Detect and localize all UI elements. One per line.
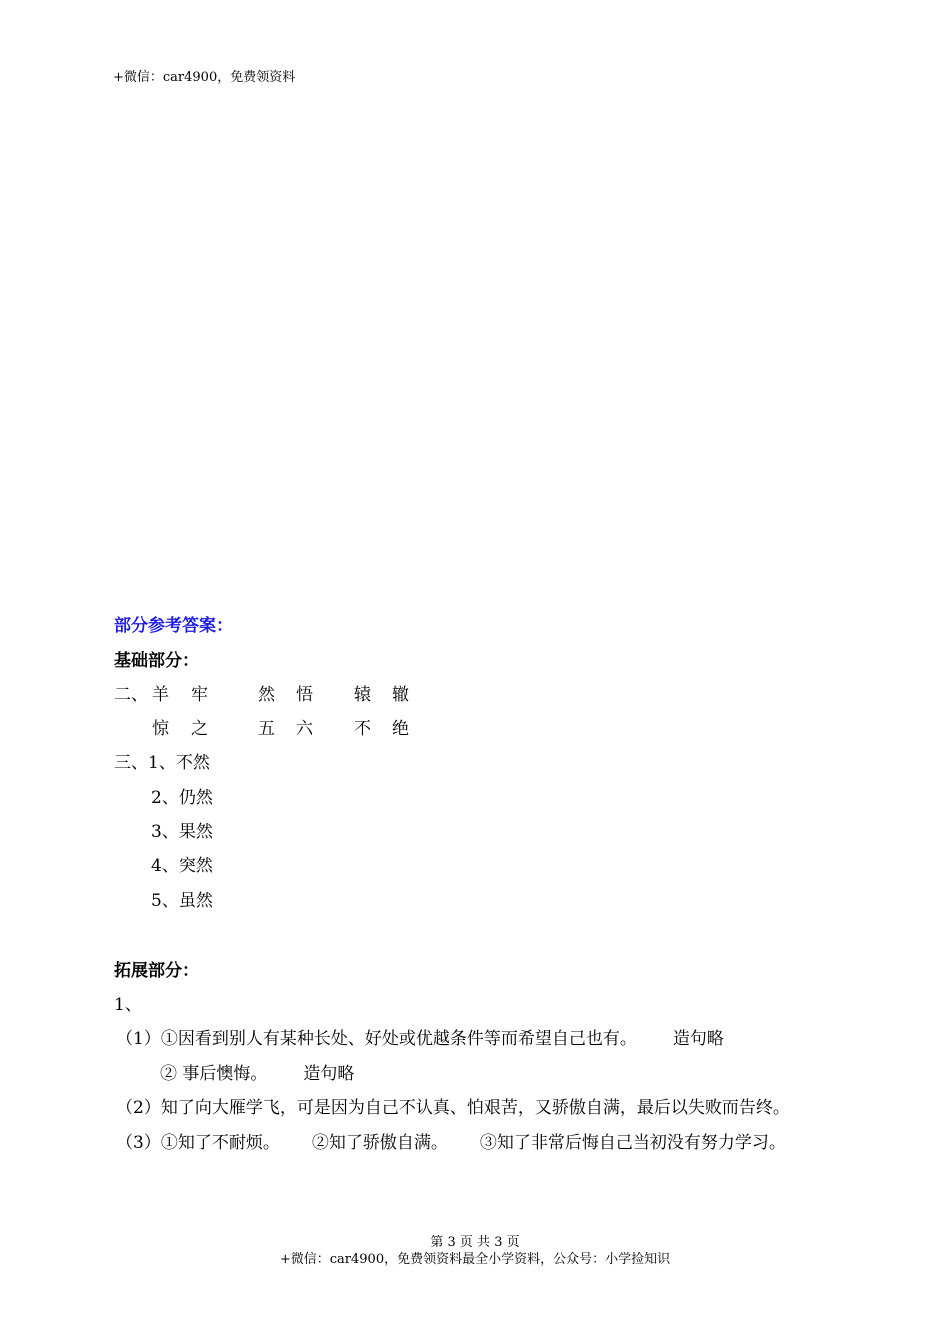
list-item: 1、不然 xyxy=(148,753,210,773)
list-item: 2、仍然 xyxy=(151,788,213,808)
answer-p2: （2）知了向大雁学飞，可是因为自己不认真、怕艰苦，又骄傲自满，最后以失败而告终。 xyxy=(116,1098,790,1118)
answer-text: （3）①知了不耐烦。 xyxy=(116,1133,280,1153)
answer-p1-b xyxy=(160,1059,354,1084)
list-item: 3、果然 xyxy=(151,822,213,842)
list-item: 4、突然 xyxy=(151,856,213,876)
answer-text: ③知了非常后悔自己当初没有努力学习。 xyxy=(479,1133,786,1153)
answer-char: 五 xyxy=(258,719,275,739)
answer-char: 绝 xyxy=(392,719,409,739)
answer-char: 悟 xyxy=(296,685,313,705)
answer-text: ② 事后懊悔。 xyxy=(160,1064,268,1084)
sentence-note: 造句略 xyxy=(303,1064,355,1084)
section3-label: 三、 xyxy=(114,753,148,773)
section2-row2 xyxy=(114,714,514,738)
footer-note: +微信：car4900，免费领资料最全小学资料，公众号：小学捡知识 xyxy=(279,1252,671,1267)
basic-section-title: 基础部分： xyxy=(114,651,199,671)
section3-row xyxy=(114,748,210,773)
answer-p3 xyxy=(116,1128,786,1153)
sentence-note: 造句略 xyxy=(672,1029,724,1049)
answer-p1-a xyxy=(116,1024,724,1049)
answer-char: 不 xyxy=(354,719,371,739)
answer-text: ②知了骄傲自满。 xyxy=(311,1133,448,1153)
answer-char: 之 xyxy=(191,719,208,739)
page-number: 第 3 页 共 3 页 xyxy=(430,1235,520,1250)
answers-title: 部分参考答案： xyxy=(114,616,233,636)
list-item: 5、虽然 xyxy=(151,891,213,911)
answer-char: 牢 xyxy=(191,685,208,705)
answer-char: 辕 xyxy=(354,685,371,705)
section2-row1 xyxy=(114,680,514,704)
section2-label: 二、 xyxy=(114,685,148,705)
answer-char: 惊 xyxy=(152,719,169,739)
question-label: 1、 xyxy=(114,995,142,1015)
answer-char: 六 xyxy=(296,719,313,739)
header-note: +微信：car4900，免费领资料 xyxy=(113,70,296,85)
extension-section-title: 拓展部分： xyxy=(114,961,199,981)
answer-char: 羊 xyxy=(152,685,169,705)
answer-char: 辙 xyxy=(392,685,409,705)
answer-text: （1）①因看到别人有某种长处、好处或优越条件等而希望自己也有。 xyxy=(116,1029,637,1049)
answer-char: 然 xyxy=(258,685,275,705)
